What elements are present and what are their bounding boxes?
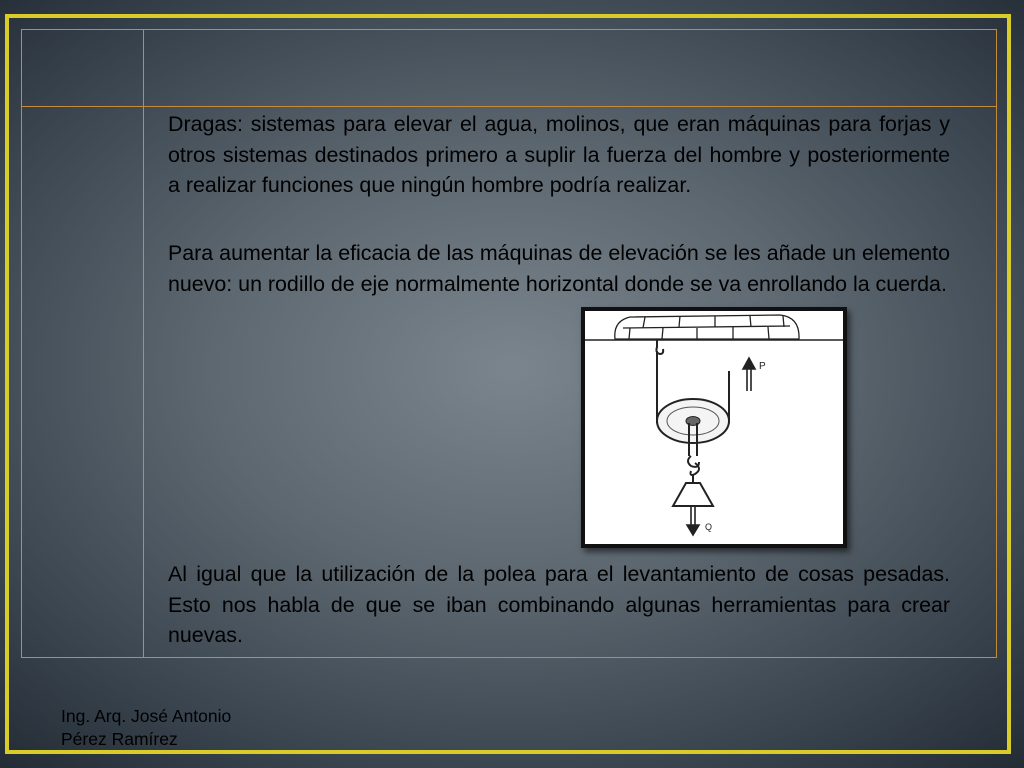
force-arrow-down	[687, 507, 699, 535]
paragraph-polea: Al igual que la utilización de la polea para el levantamiento de cosas pesadas. Esto nos habla de que se iban combinando algunas herramientas para crear nuevas.	[168, 562, 950, 647]
table-top-border	[21, 29, 997, 30]
force-label-down: Q	[705, 522, 713, 532]
brick-ceiling	[585, 315, 843, 340]
table-left-border	[21, 29, 22, 657]
force-label-up: P	[759, 361, 766, 372]
weight-block	[673, 483, 713, 506]
table-bottom-border	[21, 657, 997, 658]
table-header-divider	[21, 106, 997, 107]
paragraph-dragas: Dragas: sistemas para elevar el agua, molinos, que eran máquinas para forjas y otros sistemas destinados primero a suplir la fuerza del hombre y posteriormente a realizar funciones que ningún hombre podría realizar.	[168, 112, 950, 197]
footer-author	[61, 705, 231, 751]
force-arrow-up	[743, 358, 755, 391]
author-line-1: Ing. Arq. José Antonio	[61, 706, 232, 726]
author-line-2: Pérez Ramírez	[61, 729, 178, 749]
pulley-wheel	[657, 399, 729, 443]
pulley-diagram	[581, 307, 847, 548]
paragraph-rodillo: Para aumentar la eficacia de las máquinas de elevación se les añade un elemento nuevo: un rodillo de eje normalmente horizontal donde se va enrollando la cuerda.	[168, 241, 950, 296]
table-right-border	[996, 29, 997, 657]
table-column-divider	[143, 29, 144, 657]
